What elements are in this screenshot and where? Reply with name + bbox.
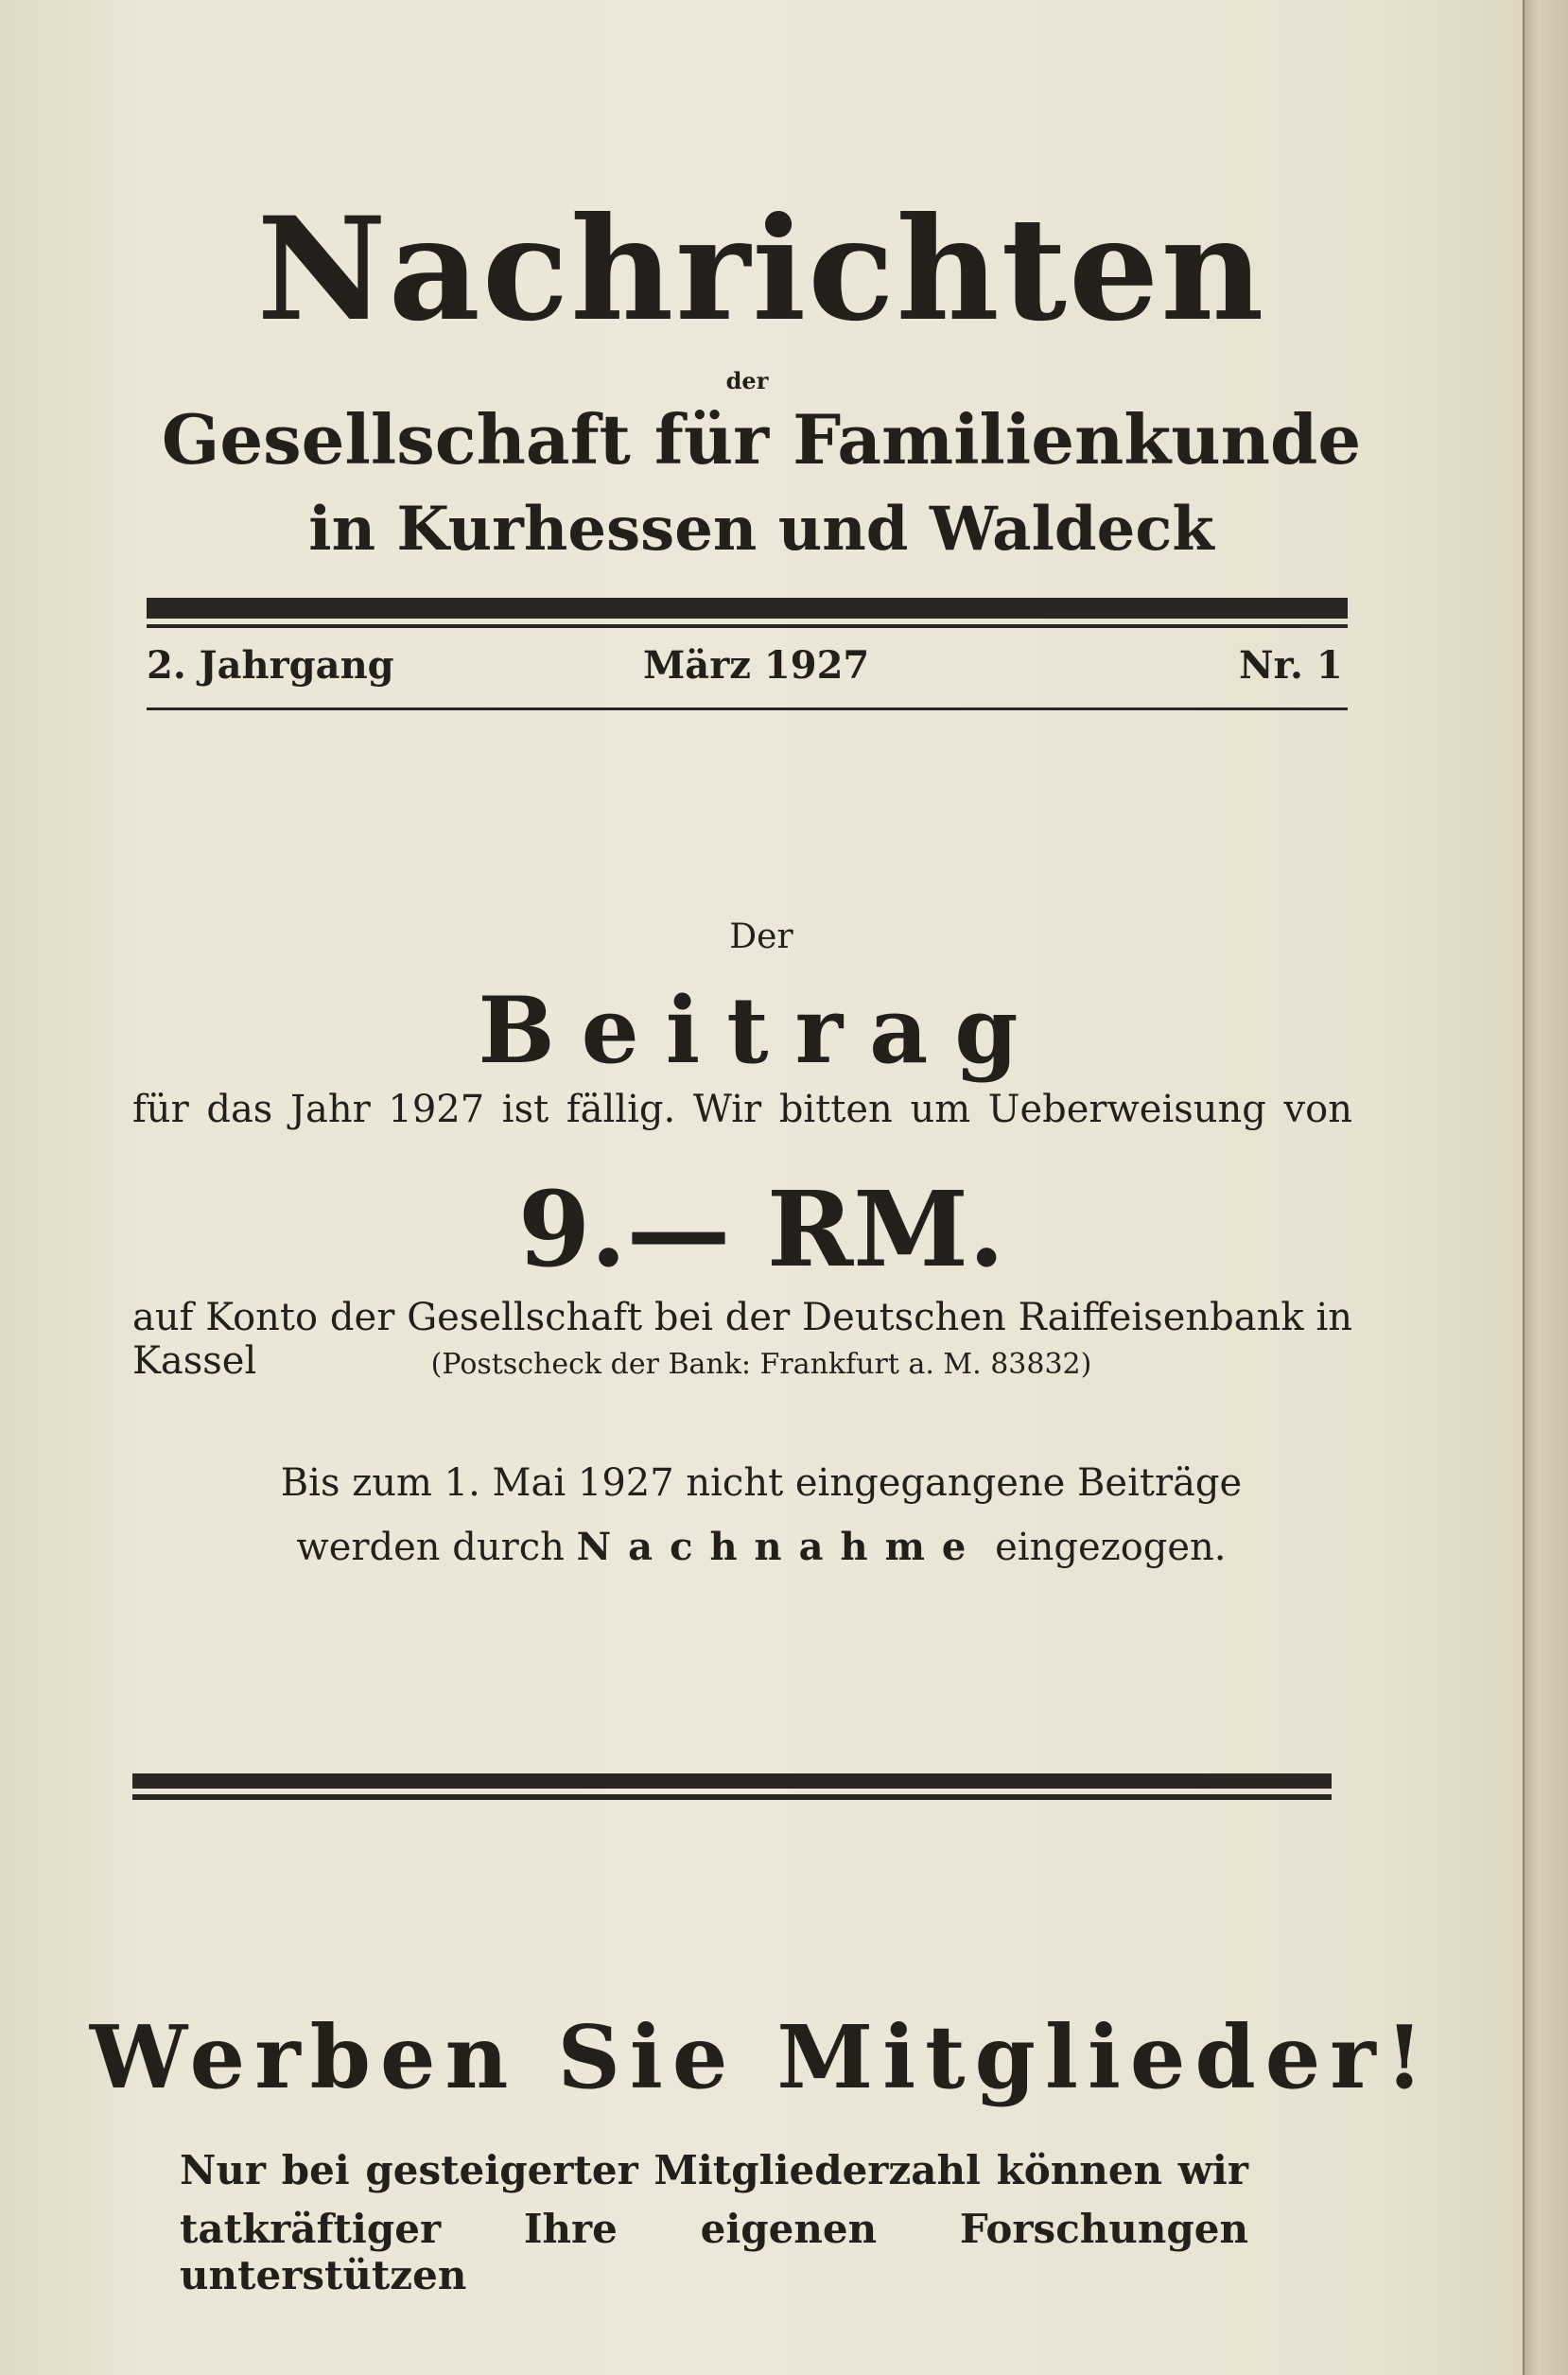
issue-rule [147,707,1348,710]
notice-collection [0,1525,1523,1569]
issue-number: Nr. 1 [1239,643,1343,688]
issue-date: März 1927 [643,643,870,688]
notice-heading: Beitrag [478,977,1045,1084]
appeal-line1: Nur bei gesteigerter Mitgliederzahl können wir [180,2147,1248,2193]
masthead-region: in Kurhessen und Waldeck [308,494,1214,565]
notice-nachnahme: Nachnahme [576,1525,984,1569]
notice-amount: 9.— RM. [517,1168,1005,1290]
notice-line1: für das Jahr 1927 ist fällig. Wir bitten um Ueberweisung von [132,1088,1352,1131]
header-thick-rule [147,598,1348,619]
masthead-title: Nachrichten [256,186,1266,353]
masthead-der: der [725,367,769,394]
issue-volume: 2. Jahrgang [147,643,394,688]
appeal-heading: Werben Sie Mitglieder! [89,2006,1434,2108]
notice-collection-post: eingezogen. [995,1526,1227,1569]
footer-thin-rule [132,1794,1332,1800]
page-edge [1523,0,1568,2375]
notice-konto: auf Konto der Gesellschaft bei der Deutschen Raiffeisenbank in Kassel [132,1296,1352,1383]
notice-der: Der [729,917,793,956]
notice-postscheck: (Postscheck der Bank: Frankfurt a. M. 83832) [430,1348,1092,1381]
header-thin-rule [147,624,1348,628]
footer-thick-rule [132,1773,1332,1789]
notice-deadline: Bis zum 1. Mai 1927 nicht eingegangene Beiträge [280,1461,1243,1505]
appeal-line2: tatkräftiger Ihre eigenen Forschungen unterstützen [180,2206,1248,2298]
masthead-subtitle: Gesellschaft für Familienkunde [161,399,1362,480]
notice-collection-pre: werden durch [296,1526,565,1569]
